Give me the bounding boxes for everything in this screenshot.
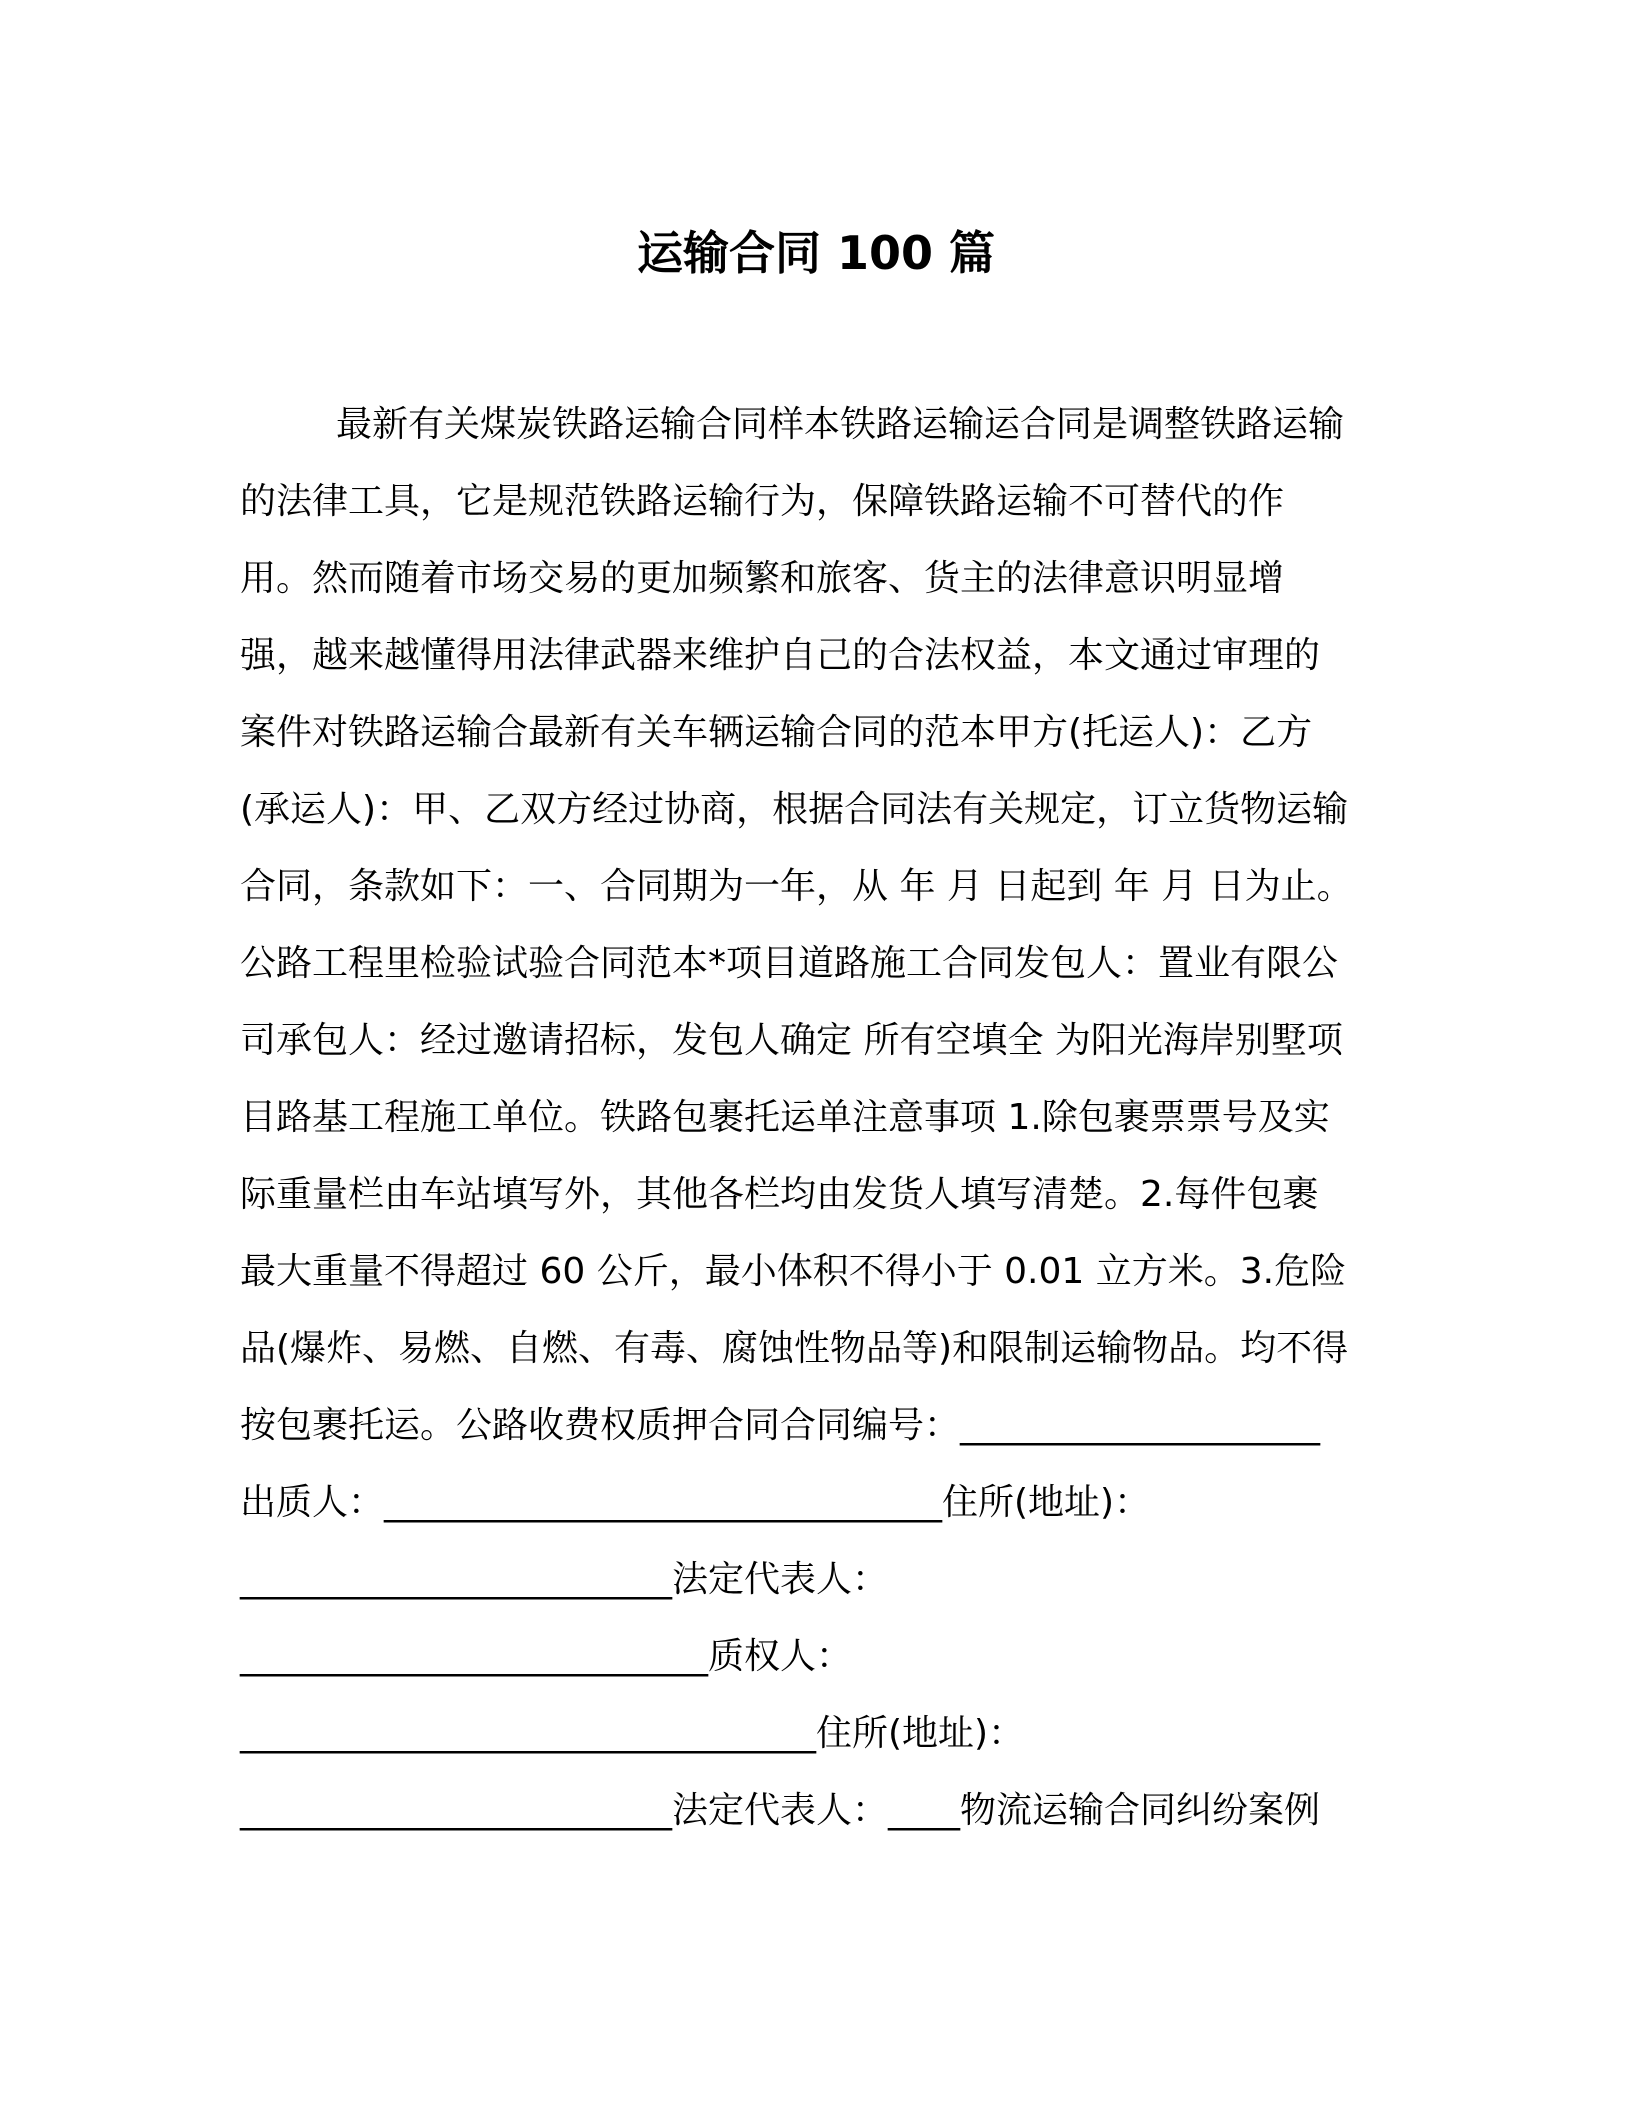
body-line: 的法律工具，它是规范铁路运输行为，保障铁路运输不可替代的作 [240, 481, 1285, 522]
body-line: ________________________法定代表人：____物流运输合同纠纷案例 [240, 1790, 1321, 1831]
body-line: ________________________________住所(地址)： [240, 1713, 1025, 1754]
body-line: 合同，条款如下：一、合同期为一年，从 年 月 日起到 年 月 日为止。 [240, 866, 1353, 907]
body-line: __________________________质权人： [240, 1636, 853, 1677]
body-line: ________________________法定代表人： [240, 1559, 889, 1600]
body-line: 最大重量不得超过 60 公斤，最小体积不得小于 0.01 立方米。3.危险 [240, 1251, 1347, 1292]
body-line: 司承包人：经过邀请招标，发包人确定 所有空填全 为阳光海岸别墅项 [240, 1020, 1343, 1061]
body-line: 出质人：_______________________________住所(地址)： [240, 1482, 1151, 1523]
body-line: 案件对铁路运输合最新有关车辆运输合同的范本甲方(托运人)：乙方 [240, 712, 1313, 753]
body-line: 目路基工程施工单位。铁路包裹托运单注意事项 1.除包裹票票号及实 [240, 1097, 1330, 1138]
body-line: 强，越来越懂得用法律武器来维护自己的合法权益，本文通过审理的 [240, 635, 1321, 676]
body-line: 用。然而随着市场交易的更加频繁和旅客、货主的法律意识明显增 [240, 558, 1285, 599]
body-line: 际重量栏由车站填写外，其他各栏均由发货人填写清楚。2.每件包裹 [240, 1174, 1319, 1215]
body-line: 最新有关煤炭铁路运输合同样本铁路运输运合同是调整铁路运输 [336, 404, 1345, 445]
body-line: 按包裹托运。公路收费权质押合同合同编号：____________________ [240, 1405, 1321, 1446]
body-line: (承运人)：甲、乙双方经过协商，根据合同法有关规定，订立货物运输 [240, 789, 1349, 830]
body-line: 品(爆炸、易燃、自燃、有毒、腐蚀性物品等)和限制运输物品。均不得 [240, 1328, 1349, 1369]
body-line: 公路工程里检验试验合同范本*项目道路施工合同发包人：置业有限公 [240, 943, 1339, 984]
document-title: 运输合同 100 篇 [636, 226, 996, 280]
